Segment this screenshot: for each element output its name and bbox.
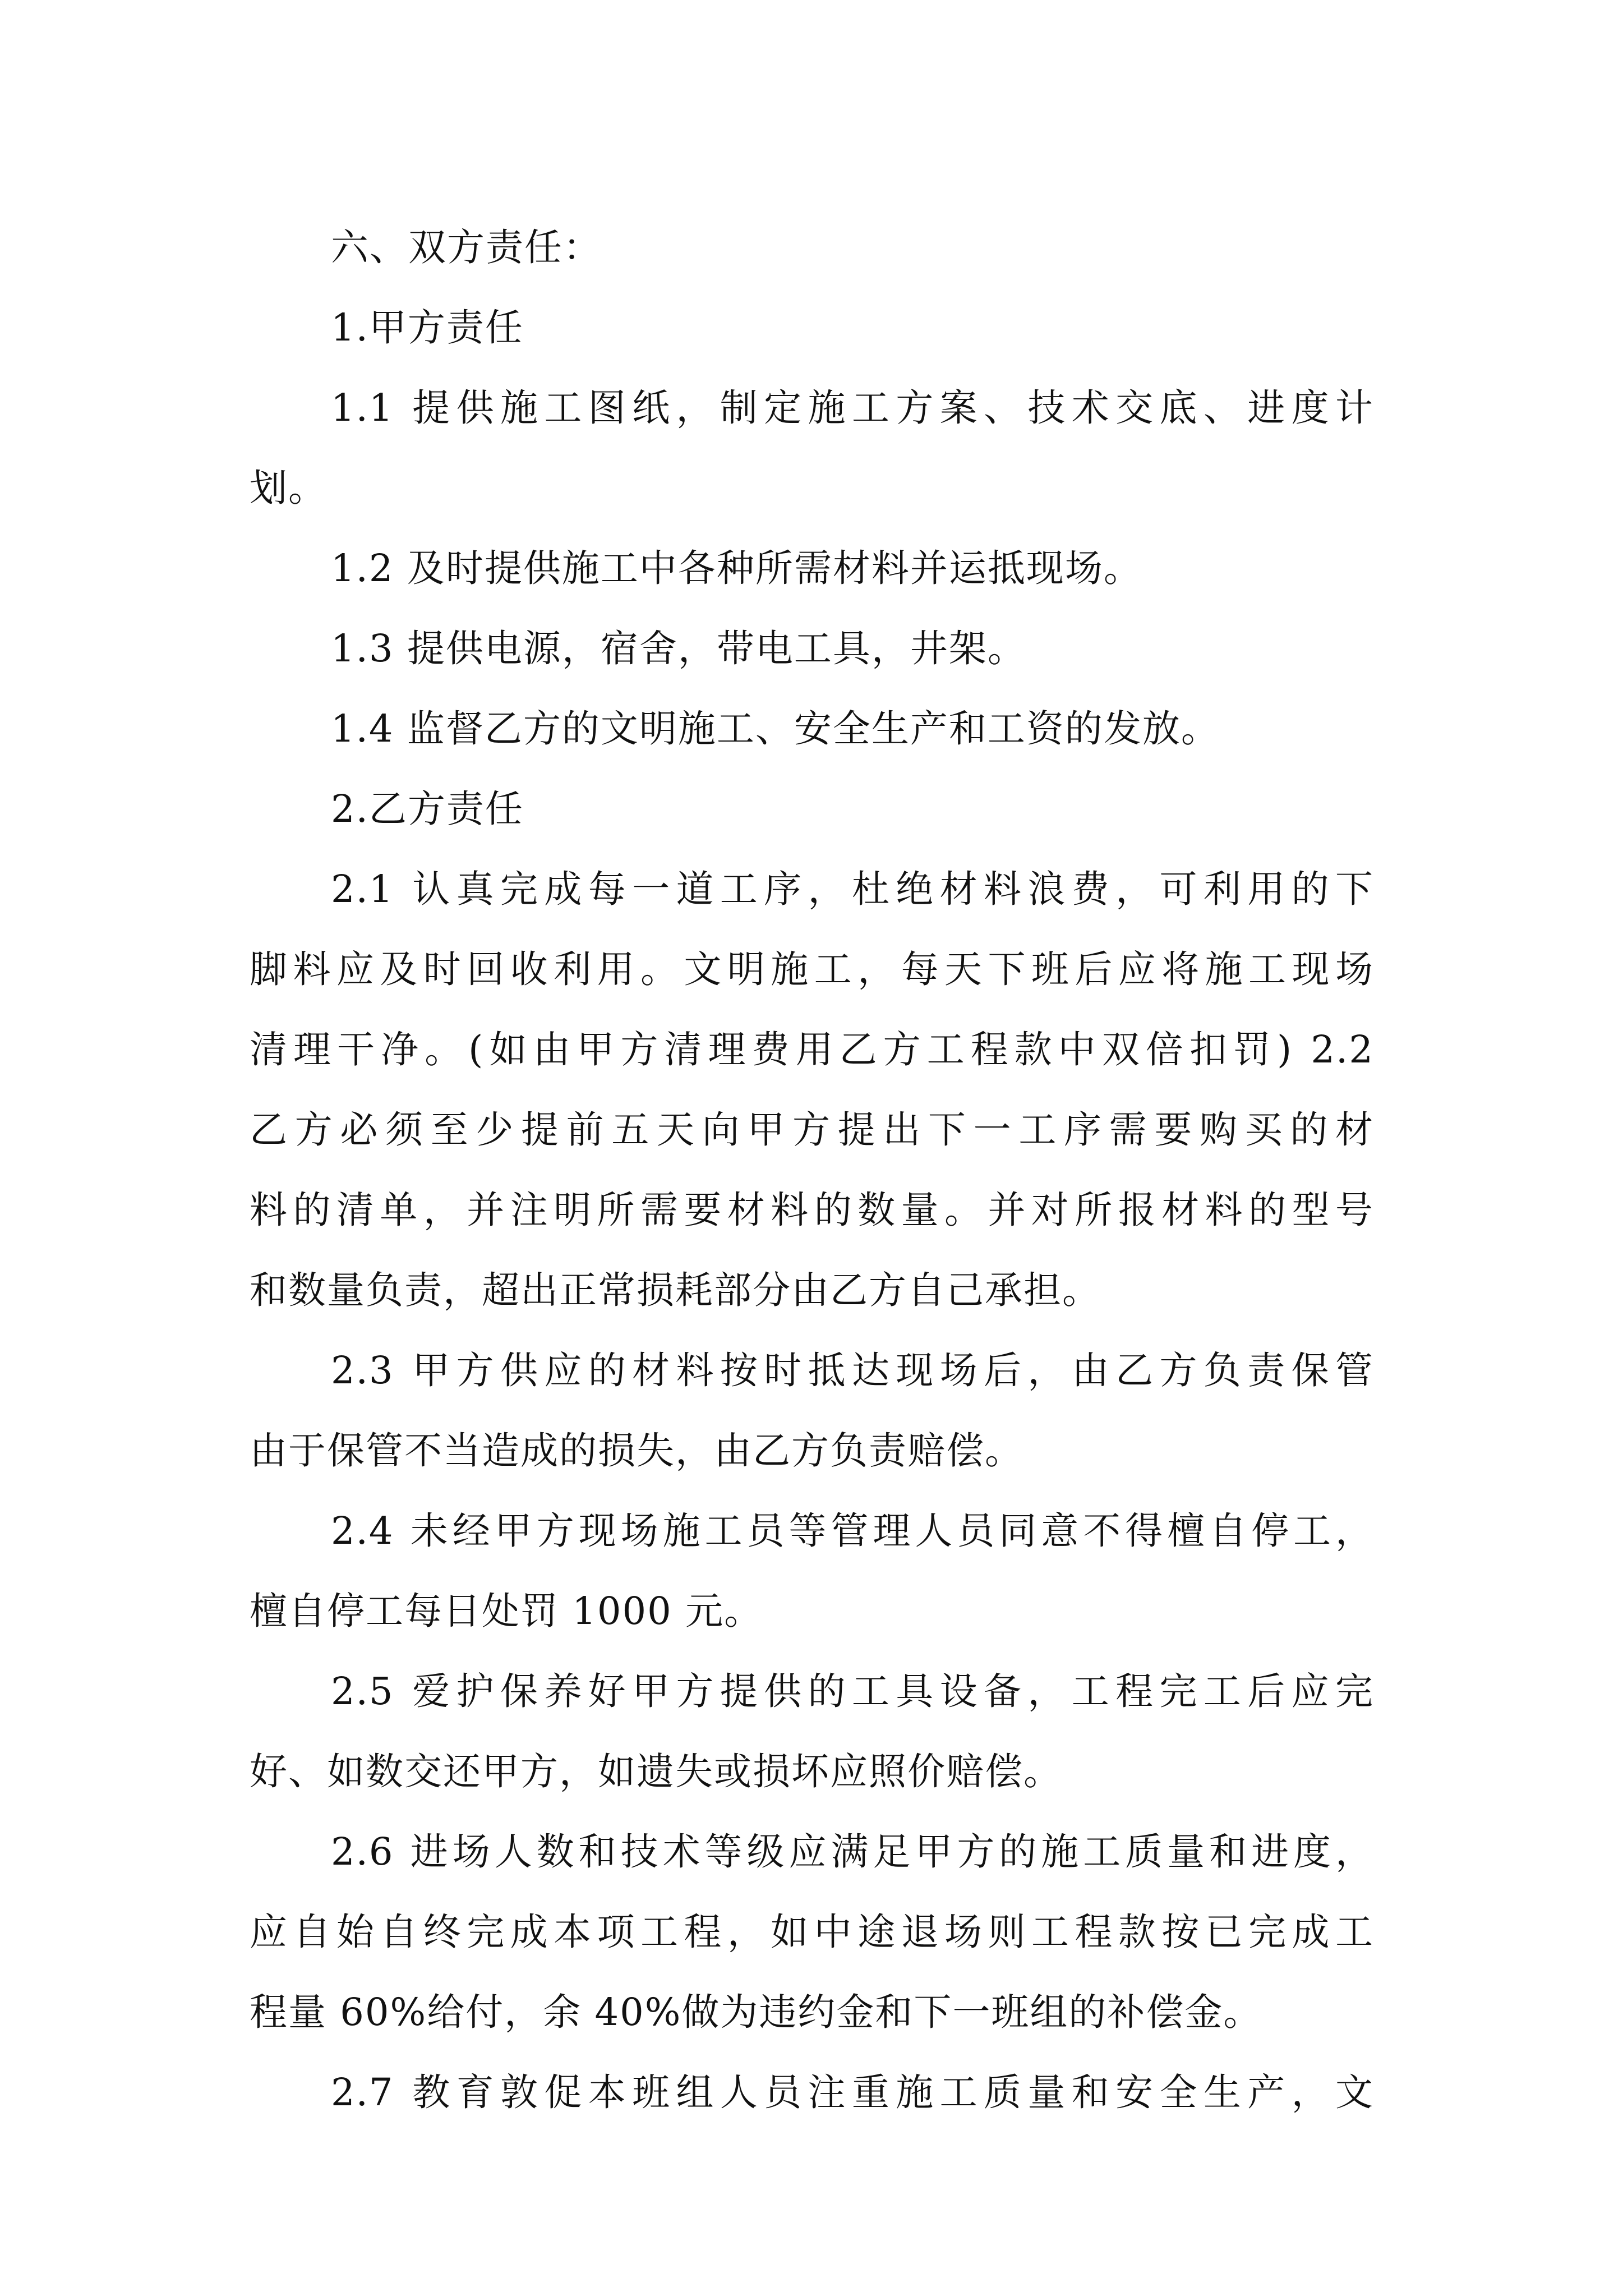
paragraph-line: 1.3 提供电源，宿舍，带电工具，井架。 bbox=[331, 627, 1026, 670]
paragraph-line: 程量 60%给付，余 40%做为违约金和下一班组的补偿金。 bbox=[250, 1990, 1262, 2034]
paragraph-line: 2.5 爱护保养好甲方提供的工具设备，工程完工后应完 bbox=[331, 1669, 1374, 1713]
paragraph-line: 由于保管不当造成的损失，由乙方负责赔偿。 bbox=[250, 1429, 1023, 1473]
paragraph-line: 应自始自终完成本项工程，如中途退场则工程款按已完成工 bbox=[250, 1910, 1374, 1954]
paragraph-line: 2.6 进场人数和技术等级应满足甲方的施工质量和进度， bbox=[331, 1830, 1374, 1874]
paragraph-line: 1.1 提供施工图纸，制定施工方案、技术交底、进度计 bbox=[331, 386, 1374, 430]
paragraph-line: 1.2 及时提供施工中各种所需材料并运抵现场。 bbox=[331, 546, 1142, 590]
paragraph-line: 乙方必须至少提前五天向甲方提出下一工序需要购买的材 bbox=[250, 1108, 1374, 1152]
paragraph-line: 划。 bbox=[250, 466, 327, 510]
paragraph-line: 2.3 甲方供应的材料按时抵达现场后，由乙方负责保管 bbox=[331, 1349, 1374, 1392]
paragraph-line: 好、如数交还甲方，如遗失或损坏应照价赔偿。 bbox=[250, 1750, 1062, 1793]
document-body bbox=[250, 208, 1374, 2133]
subsection-heading-party-b: 2.乙方责任 bbox=[331, 787, 524, 831]
paragraph-line: 1.4 监督乙方的文明施工、安全生产和工资的发放。 bbox=[331, 707, 1220, 751]
paragraph-line: 清理干净。(如由甲方清理费用乙方工程款中双倍扣罚) 2.2 bbox=[250, 1028, 1374, 1071]
paragraph-line: 料的清单，并注明所需要材料的数量。并对所报材料的型号 bbox=[250, 1188, 1374, 1232]
paragraph-line: 檀自停工每日处罚 1000 元。 bbox=[250, 1589, 763, 1633]
paragraph-line: 和数量负责，超出正常损耗部分由乙方自己承担。 bbox=[250, 1268, 1101, 1312]
paragraph-line: 2.4 未经甲方现场施工员等管理人员同意不得檀自停工， bbox=[331, 1509, 1374, 1553]
subsection-heading-party-a: 1.甲方责任 bbox=[331, 306, 524, 349]
section-heading: 六、双方责任： bbox=[331, 226, 602, 269]
paragraph-line: 2.7 教育敦促本班组人员注重施工质量和安全生产，文 bbox=[331, 2070, 1374, 2114]
paragraph-line: 2.1 认真完成每一道工序，杜绝材料浪费，可利用的下 bbox=[331, 867, 1374, 911]
paragraph-line: 脚料应及时回收利用。文明施工，每天下班后应将施工现场 bbox=[250, 947, 1374, 991]
